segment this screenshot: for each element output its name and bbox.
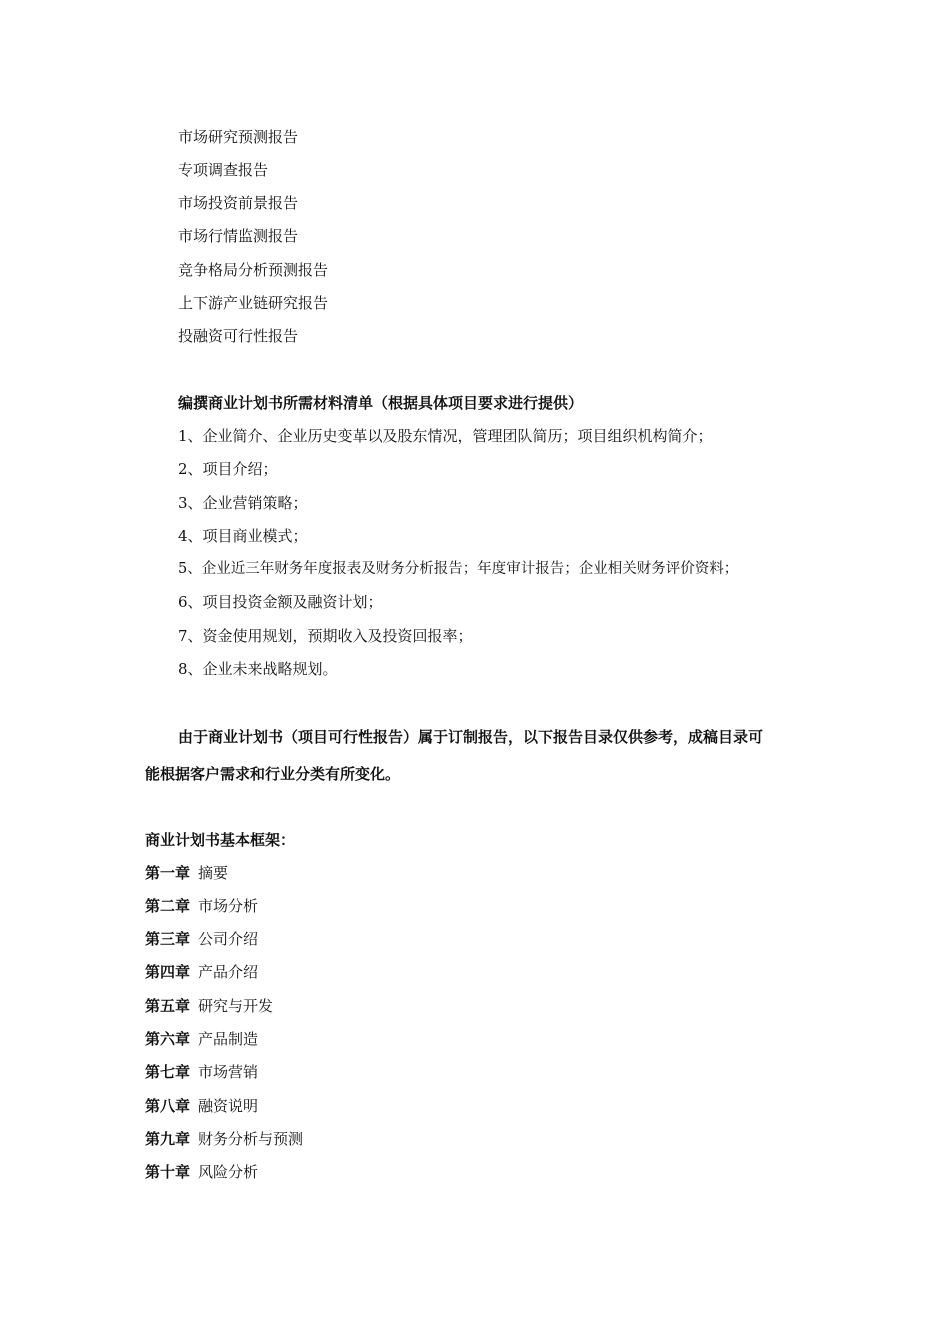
chapter-title: 市场分析 [198, 897, 259, 915]
chapter-number: 第八章 [145, 1097, 191, 1115]
chapter-title: 融资说明 [198, 1097, 259, 1115]
chapter-row [145, 1162, 258, 1182]
report-type-item: 投融资可行性报告 [178, 327, 299, 345]
report-type-item: 上下游产业链研究报告 [178, 294, 329, 312]
chapter-title: 产品介绍 [198, 963, 259, 981]
chapter-row [145, 863, 228, 883]
chapter-title: 产品制造 [198, 1030, 259, 1048]
notice-line: 由于商业计划书（项目可行性报告）属于订制报告，以下报告目录仅供参考，成稿目录可 [178, 728, 764, 746]
material-item: 3、企业营销策略； [178, 494, 308, 512]
chapter-number: 第十章 [145, 1163, 191, 1181]
report-type-item: 市场投资前景报告 [178, 194, 299, 212]
chapter-row [145, 996, 273, 1016]
chapter-number: 第六章 [145, 1030, 191, 1048]
chapter-number: 第四章 [145, 963, 191, 981]
chapter-title: 研究与开发 [198, 997, 274, 1015]
chapter-row [145, 1029, 258, 1049]
chapter-row [145, 1129, 303, 1149]
chapter-title: 摘要 [198, 864, 229, 882]
chapter-number: 第三章 [145, 930, 191, 948]
report-type-item: 市场研究预测报告 [178, 128, 299, 146]
report-type-item: 竞争格局分析预测报告 [178, 261, 329, 279]
chapter-number: 第九章 [145, 1130, 191, 1148]
chapter-number: 第七章 [145, 1063, 191, 1081]
chapter-row [145, 962, 258, 982]
materials-heading: 编撰商业计划书所需材料清单（根据具体项目要求进行提供） [178, 394, 584, 412]
chapter-title: 风险分析 [198, 1163, 259, 1181]
report-type-item: 专项调查报告 [178, 161, 269, 179]
chapter-title: 财务分析与预测 [198, 1130, 304, 1148]
chapter-title: 市场营销 [198, 1063, 259, 1081]
material-item: 4、项目商业模式； [178, 527, 308, 545]
chapter-number: 第二章 [145, 897, 191, 915]
material-item: 5、企业近三年财务年度报表及财务分析报告；年度审计报告；企业相关财务评价资料； [178, 561, 739, 577]
chapter-number: 第五章 [145, 997, 191, 1015]
chapter-row [145, 1062, 258, 1082]
chapter-number: 第一章 [145, 864, 191, 882]
material-item: 2、项目介绍； [178, 460, 278, 478]
notice-line: 能根据客户需求和行业分类有所变化。 [145, 765, 401, 783]
material-item: 6、项目投资金额及融资计划； [178, 593, 383, 611]
chapter-row [145, 896, 258, 916]
chapter-title: 公司介绍 [198, 930, 259, 948]
material-item: 1、企业简介、企业历史变革以及股东情况，管理团队简历；项目组织机构简介； [178, 427, 713, 445]
material-item: 8、企业未来战略规划。 [178, 660, 338, 678]
material-item: 7、资金使用规划，预期收入及投资回报率； [178, 627, 473, 645]
chapter-row [145, 1096, 258, 1116]
report-type-item: 市场行情监测报告 [178, 227, 299, 245]
framework-heading: 商业计划书基本框架： [145, 831, 296, 849]
chapter-row [145, 929, 258, 949]
